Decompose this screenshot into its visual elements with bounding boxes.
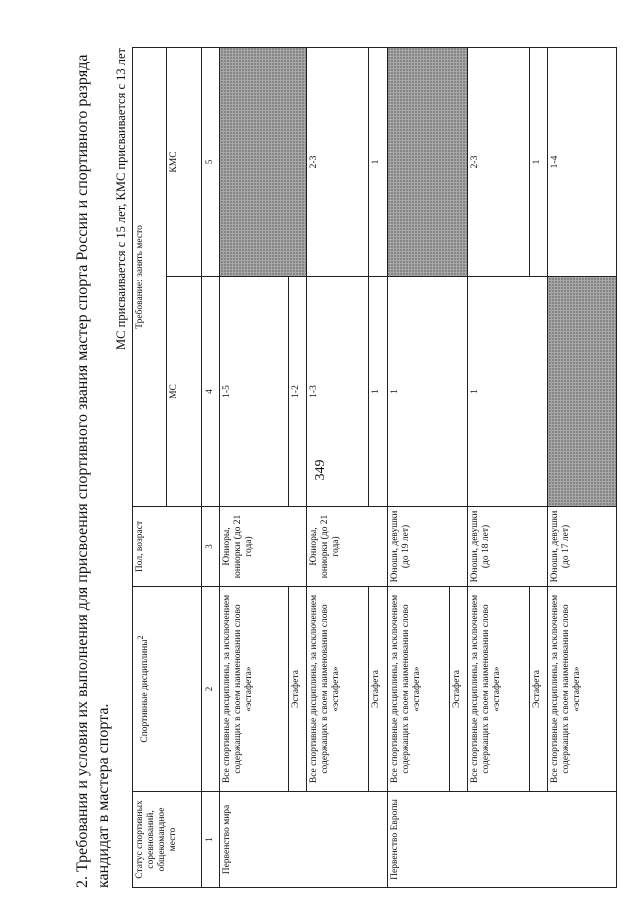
requirements-table — [132, 47, 617, 888]
kms-cell: 2-3 — [307, 48, 369, 277]
discipline-cell: Эстафета — [288, 587, 306, 792]
header-kms: КМС — [167, 48, 201, 277]
shaded-cell — [220, 48, 307, 277]
column-number: 1 — [201, 792, 219, 888]
discipline-cell: Эстафета — [449, 587, 467, 792]
column-number: 2 — [201, 587, 219, 792]
shaded-cell — [387, 48, 467, 277]
column-number: 4 — [201, 277, 219, 507]
competition-europe: Первенство Европы — [387, 792, 616, 888]
table-row — [220, 48, 289, 888]
rotated-page-content — [72, 38, 632, 888]
ms-cell: 1-5 — [220, 277, 289, 507]
table-row — [548, 48, 617, 888]
kms-cell: 1 — [369, 48, 387, 277]
section-heading: 2. Требования и условия их выполнения для присвоения спортивного звания мастер спорта России и спортивного разряда кандидат в мастера спорта. — [74, 54, 112, 888]
header-status: Статус спортивных соревнований, общекомандное место — [133, 792, 202, 888]
column-number: 3 — [201, 507, 219, 587]
discipline-cell: Все спортивные дисциплины, за исключением содержащих в своем наименовании слово «эстафета» — [220, 587, 289, 792]
ms-cell: 1-2 — [288, 277, 306, 507]
sex-age-cell: Юноши, девушки (до 18 лет) — [467, 507, 547, 587]
header-row — [133, 48, 167, 888]
sex-age-cell: Юниоры, юниорки (до 21 года) — [307, 507, 387, 587]
competition-world: Первенство мира — [220, 792, 387, 888]
discipline-cell: Все спортивные дисциплины, за исключением содержащих в своем наименовании слово «эстафета» — [467, 587, 529, 792]
header-disciplines: Спортивные дисциплины$^2$ — [133, 587, 202, 792]
header-ms: МС — [167, 277, 201, 507]
table-row — [307, 48, 369, 888]
column-number: 5 — [201, 48, 219, 277]
header-requirement: Требование: занять место — [133, 48, 167, 507]
ms-cell: 1 — [467, 277, 547, 507]
discipline-cell: Все спортивные дисциплины, за исключением содержащих в своем наименовании слово «эстафета» — [548, 587, 617, 792]
age-rule-note: МС присваивается с 15 лет, КМС присваивается с 13 лет — [114, 48, 128, 350]
column-number-row — [201, 48, 219, 888]
ms-cell: 1 — [387, 277, 467, 507]
shaded-cell — [548, 277, 617, 507]
table-row — [467, 48, 529, 888]
kms-cell: 2-3 — [467, 48, 529, 277]
discipline-cell: Все спортивные дисциплины, за исключением содержащих в своем наименовании слово «эстафета» — [307, 587, 369, 792]
sex-age-cell: Юноши, девушки (до 19 лет) — [387, 507, 467, 587]
footnote-mark: 2 — [136, 635, 145, 640]
ms-cell: 1-3 — [307, 277, 369, 507]
ms-cell: 1 — [369, 277, 387, 507]
header-sex-age: Пол, возраст — [133, 507, 202, 587]
discipline-cell: Эстафета — [369, 587, 387, 792]
kms-cell: 1 — [529, 48, 547, 277]
discipline-cell: Все спортивные дисциплины, за исключением содержащих в своем наименовании слово «эстафета» — [387, 587, 449, 792]
sex-age-cell: Юниоры, юниорки (до 21 года) — [220, 507, 307, 587]
sex-age-cell: Юноши, девушки (до 17 лет) — [548, 507, 617, 587]
kms-cell: 1-4 — [548, 48, 617, 277]
discipline-cell: Эстафета — [529, 587, 547, 792]
table-row — [369, 48, 387, 888]
table-row — [387, 48, 449, 888]
page-number: 349 — [313, 459, 328, 481]
